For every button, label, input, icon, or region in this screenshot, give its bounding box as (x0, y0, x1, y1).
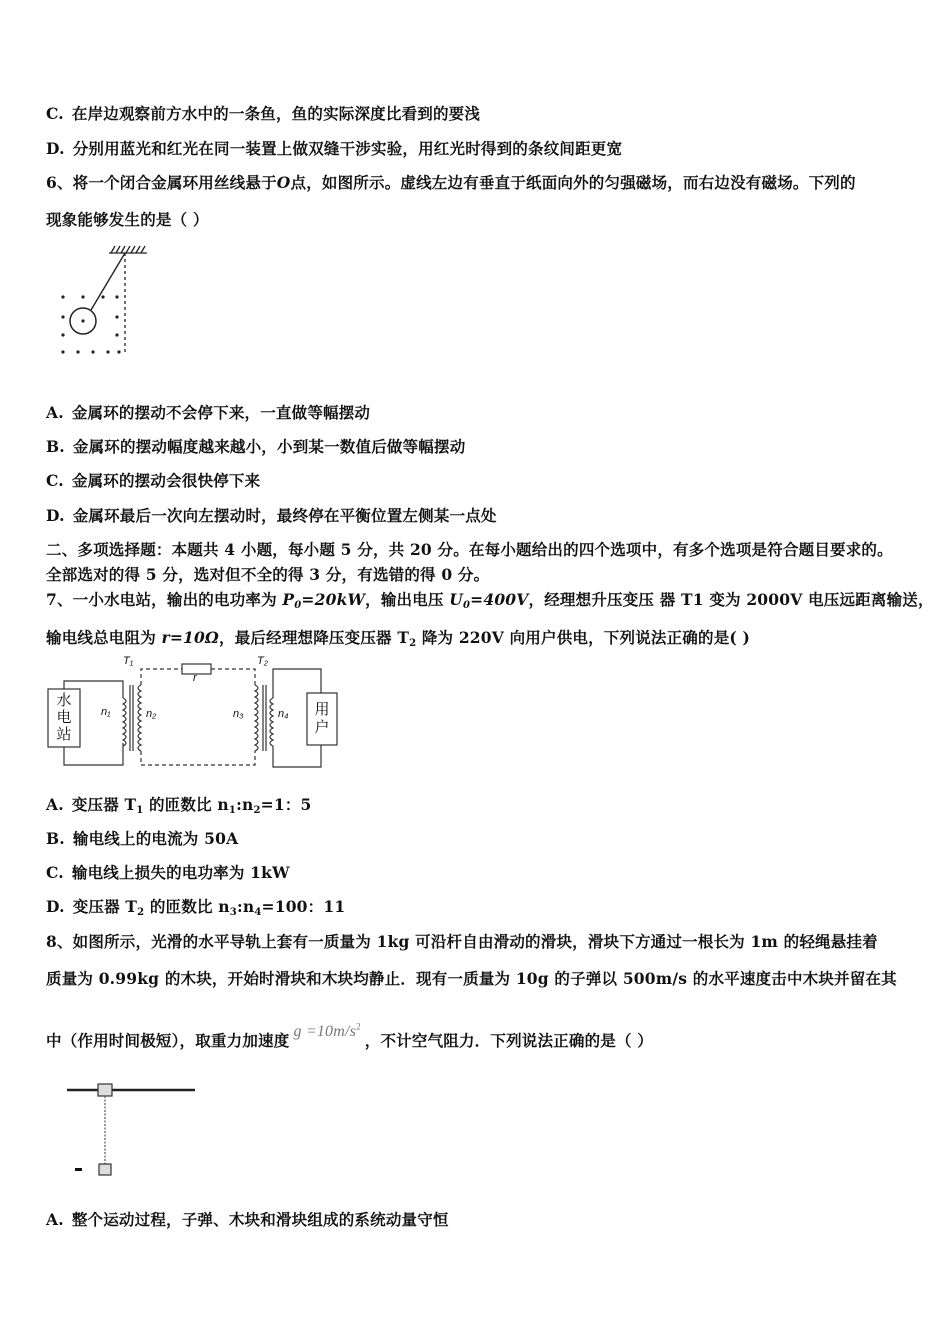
option-text: 金属环的摆动不会停下来，一直做等幅摆动 (71, 403, 371, 422)
resistor-label: r (193, 672, 197, 684)
q8-slider-figure (65, 1080, 200, 1180)
q7-stem-line2 (46, 626, 750, 649)
q8-text: ，不计空气阻力．下列说法正确的是（ ） (364, 1031, 653, 1050)
q7-text: 降为 220V 向用户供电，下列说法正确的是( ) (416, 628, 751, 647)
user-label: 用户 (314, 701, 330, 736)
q7-stem-line1 (46, 588, 934, 611)
q7-text: ，经理想升压变压 器 T1 变为 2000V 电压远距离输送， (528, 590, 934, 609)
q8-stem-line1: 8、如图所示，光滑的水平导轨上套有一质量为 1kg 可沿杆自由滑动的滑块，滑块下方通过一根长为 1m 的轻绳悬挂着 (46, 932, 878, 951)
option-letter: A. (46, 795, 64, 814)
slider-block (98, 1084, 112, 1096)
option-text: 金属环的摆动幅度越来越小，小到某一数值后做等幅摆动 (72, 437, 466, 456)
t2-label: T₂ (257, 655, 268, 667)
q7-text: 7、一小水电站，输出的电功率为 (46, 590, 283, 609)
q6-text: 6、将一个闭合金属环用丝线悬于 (46, 173, 277, 192)
voltage-symbol: $U_0=400V$ (449, 590, 529, 611)
power-symbol: $P_0=20kW$ (282, 590, 366, 611)
q7-option-d: D. 变压器 $T_2$ 的匝数比 $n_3:n_4=100$：11 (46, 897, 346, 918)
q7-option-b (46, 827, 238, 849)
t1-label: T₁ (123, 655, 134, 667)
option-text: 整个运动过程，子弹、木块和滑块组成的系统动量守恒 (71, 1210, 449, 1229)
option-letter: D. (46, 897, 65, 916)
q6-text: 点，如图所示。虚线左边有垂直于纸面向外的匀强磁场，而右边没有磁场。下列的 (290, 173, 856, 192)
ceiling-hatch (109, 246, 147, 253)
option-letter: C. (46, 863, 64, 882)
q6-option-b (46, 435, 465, 457)
option-text: 输电线上的电流为 50A (72, 829, 239, 848)
q7-option-a: A. 变压器 $T_1$ 的匝数比 $n_1:n_2=1$：5 (46, 795, 312, 816)
bullet (75, 1168, 82, 1171)
option-text: 在岸边观察前方水中的一条鱼，鱼的实际深度比看到的要浅 (71, 104, 481, 123)
q7-text: ，最后经理想降压变压器 T (219, 628, 410, 647)
option-letter: D. (46, 506, 65, 525)
q8-text: 中（作用时间极短），取重力加速度 (46, 1031, 290, 1050)
option-letter: A. (46, 403, 64, 422)
q6-option-c (46, 469, 260, 491)
q8-stem-line3 (46, 1021, 653, 1051)
q5-option-c (46, 102, 480, 124)
q7-transmission-diagram (45, 655, 345, 770)
section2-line1: 二、多项选择题：本题共 4 小题，每小题 5 分，共 20 分。在每小题给出的四个选项中，有多个选项是符合题目要求的。 (46, 540, 893, 559)
option-text: 分别用蓝光和红光在同一装置上做双缝干涉实验，用红光时得到的条纹间距更宽 (72, 139, 623, 158)
q7-subscript: 2 (409, 638, 417, 649)
q5-option-d (46, 137, 622, 159)
resistance-symbol: r=10Ω (161, 628, 220, 647)
q7-text: 输电线总电阻为 (46, 628, 162, 647)
q8-option-a (46, 1208, 449, 1230)
q7-text: ，输出电压 (365, 590, 450, 609)
q6-stem-line2: 现象能够发生的是（ ） (46, 210, 209, 229)
point-o: O (276, 173, 291, 192)
n3-label: n₃ (233, 708, 244, 720)
option-text: 金属环最后一次向左摆动时，最终停在平衡位置左侧某一点处 (72, 506, 497, 525)
q7-option-c (46, 861, 290, 883)
option-letter: D. (46, 139, 65, 158)
wood-block (99, 1164, 111, 1175)
n2-label: n₂ (146, 708, 157, 720)
thread (91, 253, 125, 310)
station-label: 水电站 (56, 692, 72, 743)
gravity-formula: $g =10m/s^2$ (293, 1021, 361, 1040)
q6-pendulum-figure (55, 245, 150, 360)
option-text: 金属环的摆动会很快停下来 (71, 471, 261, 490)
option-text: 输电线上损失的电功率为 1kW (71, 863, 290, 882)
option-letter: B. (46, 829, 65, 848)
q6-stem-line1 (46, 171, 856, 193)
q6-option-a (46, 401, 370, 423)
n4-label: n₄ (278, 708, 289, 720)
q8-stem-line2: 质量为 0.99kg 的木块，开始时滑块和木块均静止．现有一质量为 10g 的子弹以 500m/s 的水平速度击中木块并留在其 (46, 969, 897, 988)
option-letter: C. (46, 471, 64, 490)
option-letter: C. (46, 104, 64, 123)
n1-label: n₁ (101, 706, 111, 718)
option-letter: A. (46, 1210, 64, 1229)
section2-line2: 全部选对的得 5 分，选对但不全的得 3 分，有选错的得 0 分。 (46, 565, 490, 584)
q6-option-d (46, 504, 497, 526)
option-letter: B. (46, 437, 65, 456)
